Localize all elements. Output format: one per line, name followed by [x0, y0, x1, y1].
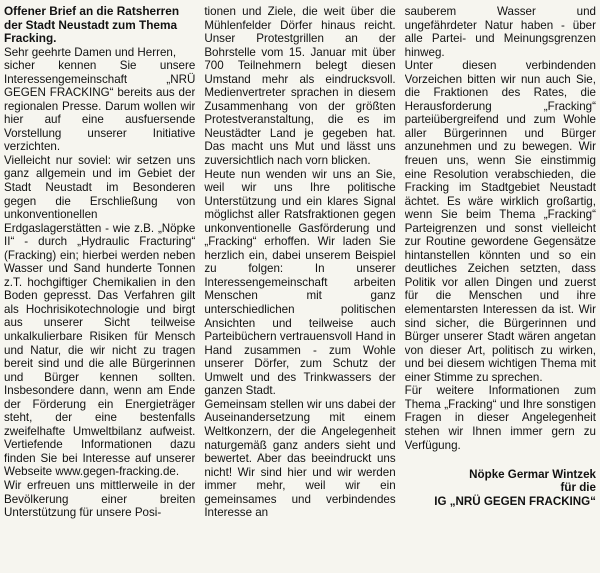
paragraph-protest: tionen und Ziele, die weit über die Mühlenfelder Dörfer hinaus reicht. Unser Protestgrillen an der Bohrstelle vom 15. Januar mit über 700 Teilnehmern belegt diesen Umstand mehr als eindrucksvoll. Medienvertreter sprachen in diesem Zusammenhang von der größten Protestveranstaltung, die es im Neustädter Land je gegeben hat. Das macht uns Mut und lässt uns zuversichtlich nach vorn blicken.	[204, 5, 396, 168]
letter-columns	[4, 5, 596, 573]
column-2	[204, 5, 395, 573]
paragraph-contact: Für weitere Informationen zum Thema „Fracking“ und Ihre sonstigen Fragen in dieser Angelegenheit stehen wir Ihnen immer gern zu Verfügung.	[404, 384, 596, 452]
signature-for: für die	[560, 481, 596, 495]
paragraph-intro: sicher kennen Sie unsere Interessengemeinschaft „NRÜ GEGEN FRACKING“ bereits aus der regionalen Presse. Darum wollen wir hier auf eine ausfuersende Vorstellung unserer Initiative verzichten.	[4, 59, 196, 154]
paragraph-support-start: Wir erfreuen uns mittlerweile in der Bevölkerung einer breiten Unterstützung für unsere Posi-	[4, 479, 196, 520]
paragraph-together: Gemeinsam stellen wir uns dabei der Auseinandersetzung mit einem Weltkonzern, der die Angelegenheit naturgemäß ganz anders sieht und bewertet. Aber das beeindruckt uns nicht! Wir sind hier und wir werden immer mehr, weil wir ein gemeinsames und verbindendes Interesse an	[204, 397, 396, 520]
headline: Offener Brief an die Ratsherren der Stadt Neustadt zum Thema Fracking.	[4, 5, 180, 45]
paragraph-appeal: Heute nun wenden wir uns an Sie, weil wir uns Ihre politische Unterstützung und ein klares Signal möglichst aller Ratsfraktionen gegen unkonventionelle Gasförderung und „Fracking“ erhoffen. Wir laden Sie herzlich ein, dabei unserem Beispiel zu folgen: In unserer Interessengemeinschaft arbeiten Menschen mit ganz unterschiedlichen politischen Ansichten und teilweise auch Parteibüchern vertrauensvoll Hand in Hand zusammen - zum Wohle unserer Dörfer, zum Schutz der Umwelt und des Trinkwassers der ganzen Stadt.	[204, 167, 396, 398]
signature-block	[405, 468, 596, 508]
paragraph-resolution: Unter diesen verbindenden Vorzeichen bitten wir nun auch Sie, die Fraktionen des Rates, die Herausforderung „Fracking“ parteiübergreifend und zum Wohle aller Bürgerinnen und Bürger anzunehmen und zu bewegen. Wir freuen uns, wenn Sie einstimmig eine Resolution verabschieden, die Fracking im Stadtgebiet Neustadt ächtet. Es wäre wirklich großartig, wenn Sie beim Thema „Fracking“ Parteigrenzen und sonst vielleicht zur Routine gewordene Gegensätze hintanstellen könnten und so ein deutliches Zeichen setzten, dass Politik vor allen Dingen und zuerst für die Menschen und ihre elementarsten Interessen da ist. Wir sind sicher, die Bürgerinnen und Bürger unserer Stadt wären angetan von dieser Art, politisch zu wirken, und bei diesem wichtigen Thema mit einer Stimme zu sprechen.	[404, 59, 596, 384]
column-3	[405, 5, 596, 573]
paragraph-clean-water: sauberem Wasser und ungefährdeter Natur haben - über alle Partei- und Meinungsgrenzen hinweg.	[404, 5, 596, 59]
paragraph-fracking-risks: Vielleicht nur soviel: wir setzen uns ganz allgemein und im Gebiet der Stadt Neustadt im Besonderen gegen die Erschließung von unkonventionellen Erdgaslagerstätten - wie z.B. „Nöpke II“ - durch „Hydraulic Fracturing“ (Fracking) ein; hierbei werden neben Wasser und Sand hunderte Tonnen z.T. hochgiftiger Chemikalien in den Boden gepresst. Das Verfahren gilt als Hochrisikotechnologie und birgt aus unserer Sicht teilweise unkalkulierbare Risiken für Mensch und Natur, die wir nicht zu tragen bereit sind und die alle Bürgerinnen und Bürger kennen sollten. Insbesondere dann, wenn am Ende der Förderung ein Energieträger steht, der eine bestenfalls zweifelhafte Umweltbilanz aufweist. Vertiefende Informationen dazu finden Sie bei Interesse auf unserer Webseite www.gegen-fracking.de.	[4, 153, 196, 479]
signature-org: IG „NRÜ GEGEN FRACKING“	[434, 494, 596, 508]
salutation: Sehr geehrte Damen und Herren,	[4, 45, 177, 59]
signature-names: Nöpke Germar Wintzek	[469, 468, 596, 482]
column-1	[4, 5, 195, 573]
